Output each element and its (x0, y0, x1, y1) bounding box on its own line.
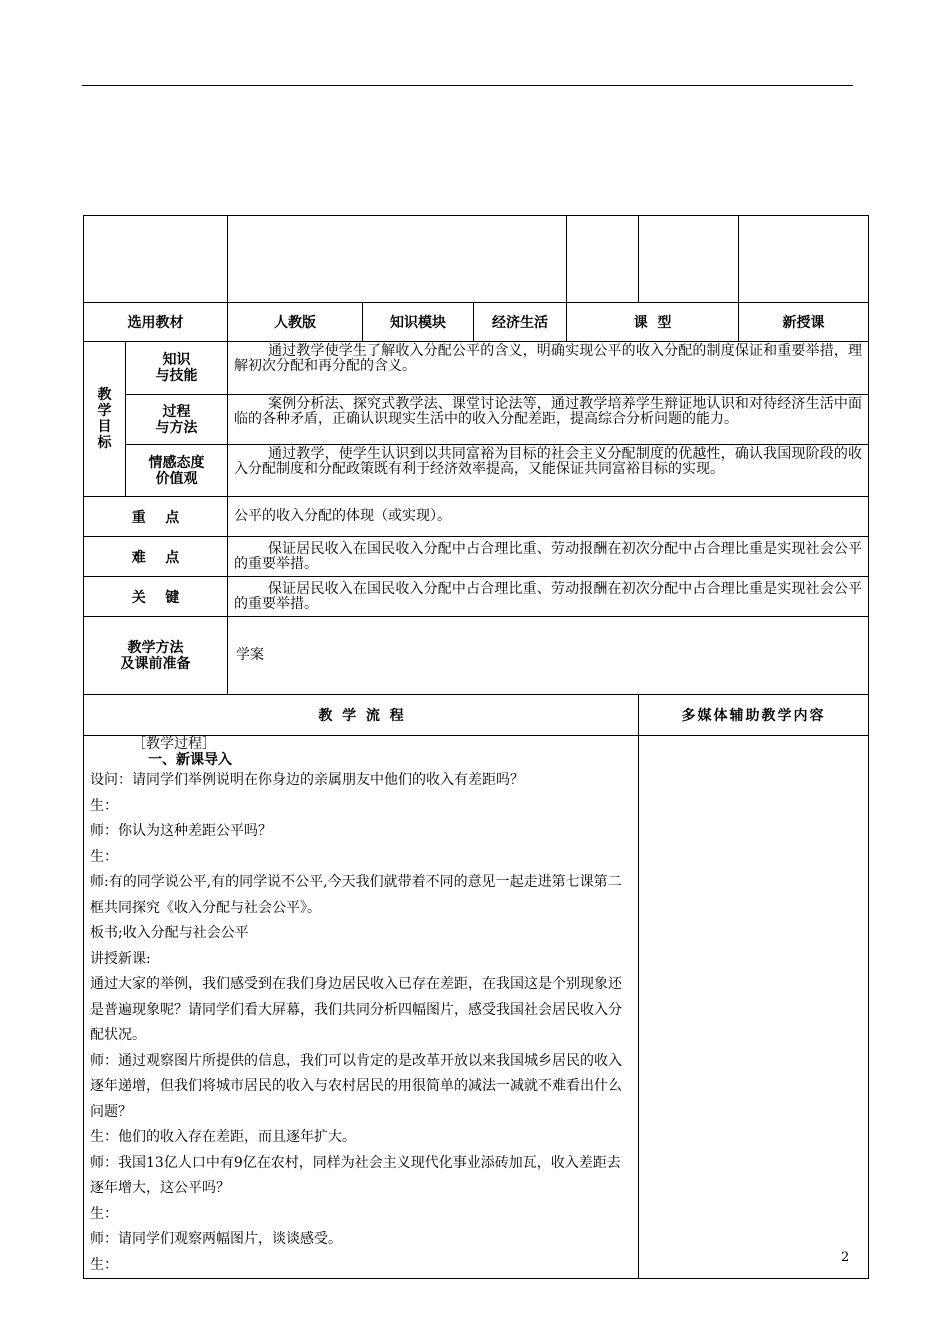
flow-lines (90, 768, 634, 1278)
blank-cell (228, 216, 567, 303)
flow-line: 生： (90, 797, 118, 814)
flow-line: 生： (90, 1256, 118, 1273)
teaching-flow-body (84, 736, 639, 1279)
flow-line: 师：通过观察图片所提供的信息，我们可以肯定的是改革开放以来我国城乡居民的收入逐年递增，但我们将城市居民的收入与农村居民的用很简单的减法一减就不难看出什么问题？ (90, 1052, 622, 1120)
flow-line: 师:有的同学说公平,有的同学说不公平,今天我们就带着不同的意见一起走进第七课第二框共同探究《收入分配与社会公平》。 (90, 874, 622, 916)
goal-char: 标 (97, 435, 112, 451)
key-point-text: 公平的收入分配的体现（或实现）。 (228, 497, 869, 537)
goal-label-line: 情感态度 (148, 454, 205, 471)
multimedia-header: 多媒体辅助教学内容 (639, 695, 869, 736)
key-point-row (84, 497, 869, 537)
method-label (84, 617, 228, 695)
method-text: 学案 (228, 617, 869, 695)
goal-label-knowledge (126, 342, 228, 395)
textbook-label: 选用教材 (84, 303, 228, 342)
blank-header-row (84, 216, 869, 303)
goal-char: 目 (97, 419, 112, 435)
flow-body-row (84, 736, 869, 1279)
module-label: 知识模块 (363, 303, 474, 342)
flow-heading: ［教学过程］ (132, 736, 216, 752)
goal-label-line: 与技能 (155, 368, 198, 384)
page-number: 2 (841, 1250, 850, 1265)
flow-line: 生： (90, 1205, 118, 1222)
blank-cell (567, 216, 639, 303)
flow-line: 生： (90, 848, 118, 865)
difficulty-text: 保证居民收入在国民收入分配中占合理比重、劳动报酬在初次分配中占合理比重是实现社会公平的重要举措。 (234, 540, 863, 572)
lesson-plan-table (83, 215, 869, 1279)
header-rule (82, 85, 853, 86)
flow-header: 教 学 流 程 (84, 695, 639, 736)
goal-label-process (126, 395, 228, 445)
goal-text: 通过教学使学生了解收入分配公平的含义，明确实现公平的收入分配的制度保证和重要举措，理解初次分配和再分配的含义。 (234, 343, 863, 374)
goal-char: 学 (97, 403, 112, 419)
multimedia-content (639, 736, 869, 1279)
blank-cell (639, 216, 739, 303)
goal-label-line: 价值观 (155, 470, 198, 487)
info-row (84, 303, 869, 342)
flow-subheading: 一、新课导入 (148, 752, 232, 768)
blank-cell (739, 216, 869, 303)
difficulty-label: 难 点 (84, 537, 228, 577)
goal-label-line: 过程 (162, 403, 191, 420)
blank-cell (84, 216, 228, 303)
module-value: 经济生活 (474, 303, 567, 342)
flow-line: 生：他们的收入存在差距，而且逐年扩大。 (90, 1129, 356, 1145)
flow-line: 讲授新课: (90, 950, 151, 967)
lesson-type-label: 课 型 (567, 303, 739, 342)
lesson-type-value: 新授课 (739, 303, 869, 342)
goal-label-line: 与方法 (155, 419, 198, 436)
difficulty-row (84, 537, 869, 577)
method-label-line: 及课前准备 (120, 655, 191, 672)
teaching-goals-label (84, 342, 126, 497)
goal-char: 教 (97, 387, 112, 403)
crux-label: 关 键 (84, 577, 228, 617)
goal-text-knowledge (228, 342, 869, 395)
goal-row-process (84, 395, 869, 445)
key-point-label: 重 点 (84, 497, 228, 537)
goal-label-line: 知识 (162, 352, 191, 368)
goal-row-emotion (84, 445, 869, 497)
flow-line: 板书;收入分配与社会公平 (90, 925, 249, 941)
flow-header-row (84, 695, 869, 736)
flow-line: 师：我国13亿人口中有9亿在农村，同样为社会主义现代化事业添砖加瓦，收入差距去逐年增大，这公平吗？ (90, 1154, 621, 1196)
crux-row (84, 577, 869, 617)
goal-text: 案例分析法、探究式教学法、课堂讨论法等，通过教学培养学生辩证地认识和对待经济生活中面临的各种矛盾，正确认识现实生活中的收入分配差距，提高综合分析问题的能力。 (234, 396, 863, 427)
textbook-value: 人教版 (228, 303, 363, 342)
method-row (84, 617, 869, 695)
crux-text-cell (228, 577, 869, 617)
difficulty-text-cell (228, 537, 869, 577)
flow-line: 设问：请同学们举例说明在你身边的亲属朋友中他们的收入有差距吗？ (90, 772, 524, 788)
goal-text-process (228, 395, 869, 445)
flow-line: 师：请同学们观察两幅图片，谈谈感受。 (90, 1231, 342, 1247)
goal-text-emotion (228, 445, 869, 497)
method-label-line: 教学方法 (127, 639, 184, 656)
crux-text: 保证居民收入在国民收入分配中占合理比重、劳动报酬在初次分配中占合理比重是实现社会公平的重要举措。 (234, 580, 863, 612)
goal-text: 通过教学，使学生认识到以共同富裕为目标的社会主义分配制度的优越性，确认我国现阶段的收入分配制度和分配政策既有利于经济效率提高，又能保证共同富裕目标的实现。 (234, 446, 863, 477)
goal-label-emotion (126, 445, 228, 497)
goal-row-knowledge (84, 342, 869, 395)
flow-line: 通过大家的举例，我们感受到在我们身边居民收入已存在差距，在我国这是个别现象还是普遍现象呢？请同学们看大屏幕，我们共同分析四幅图片，感受我国社会居民收入分配状况。 (90, 976, 622, 1043)
flow-line: 师：你认为这种差距公平吗？ (90, 823, 272, 839)
